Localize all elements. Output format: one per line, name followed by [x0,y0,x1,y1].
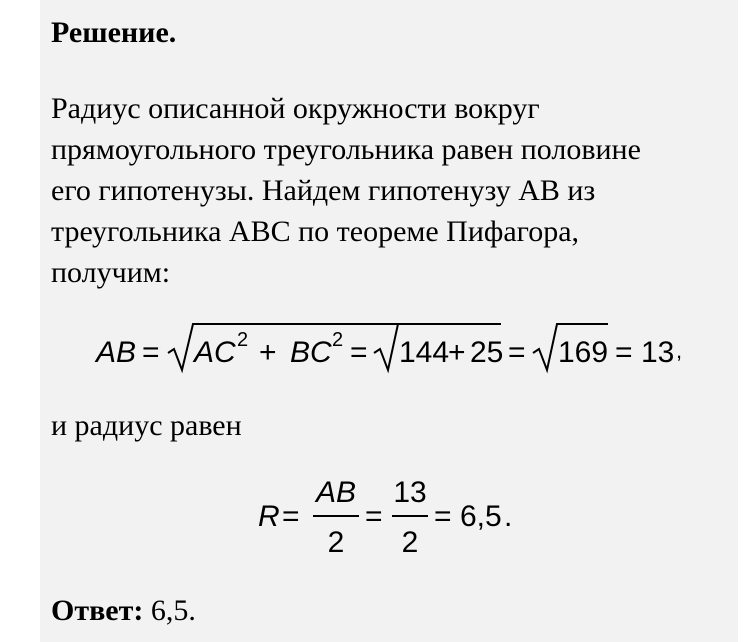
formula-r-label: R [258,500,280,533]
formula-equals: = [615,336,633,369]
paragraph-line: его гипотенузы. Найдем гипотенузу AB из [51,174,596,207]
pythagoras-formula [96,318,696,378]
formula-comma: , [676,338,683,363]
formula-equals: = [508,336,526,369]
answer-line [51,590,196,631]
formula-equals: = [365,500,383,533]
formula-equals: = [282,500,300,533]
paragraph-line: Радиус описанной окружности вокруг [51,92,540,125]
formula-result: 6,5 [460,500,502,533]
answer-value: 6,5. [150,594,196,627]
formula-number: 169 [558,336,609,369]
formula-bc: BC [290,336,332,369]
formula-exponent: 2 [237,329,249,351]
formula-number: 25 [470,336,504,369]
formula-equals: = [434,500,452,533]
paragraph-line: треугольника ABC по теореме Пифагора, [51,215,580,248]
answer-label: Ответ: [51,594,144,627]
formula-ac: AC [194,336,236,369]
paragraph-line: прямоугольного треугольника равен половине [51,133,641,166]
fraction-denominator: 2 [401,526,419,559]
formula-plus: + [259,336,277,369]
formula-equals: = [350,336,368,369]
formula-result: 13 [641,336,675,369]
formula-plus: + [448,336,466,369]
formula-period: . [504,500,513,533]
fraction-denominator: 2 [327,526,345,559]
solution-heading: Решение. [51,16,177,49]
fraction-numerator: 13 [393,476,427,509]
solution-paragraph [51,88,721,293]
formula-ab-label: AB [96,336,137,369]
formula-equals: = [142,336,160,369]
paragraph-line: получим: [51,256,171,289]
formula-exponent: 2 [332,329,344,351]
fraction-numerator: AB [315,476,357,509]
formula-number: 144 [399,336,450,369]
radius-text: и радиус равен [51,409,242,442]
radius-formula [258,470,538,562]
